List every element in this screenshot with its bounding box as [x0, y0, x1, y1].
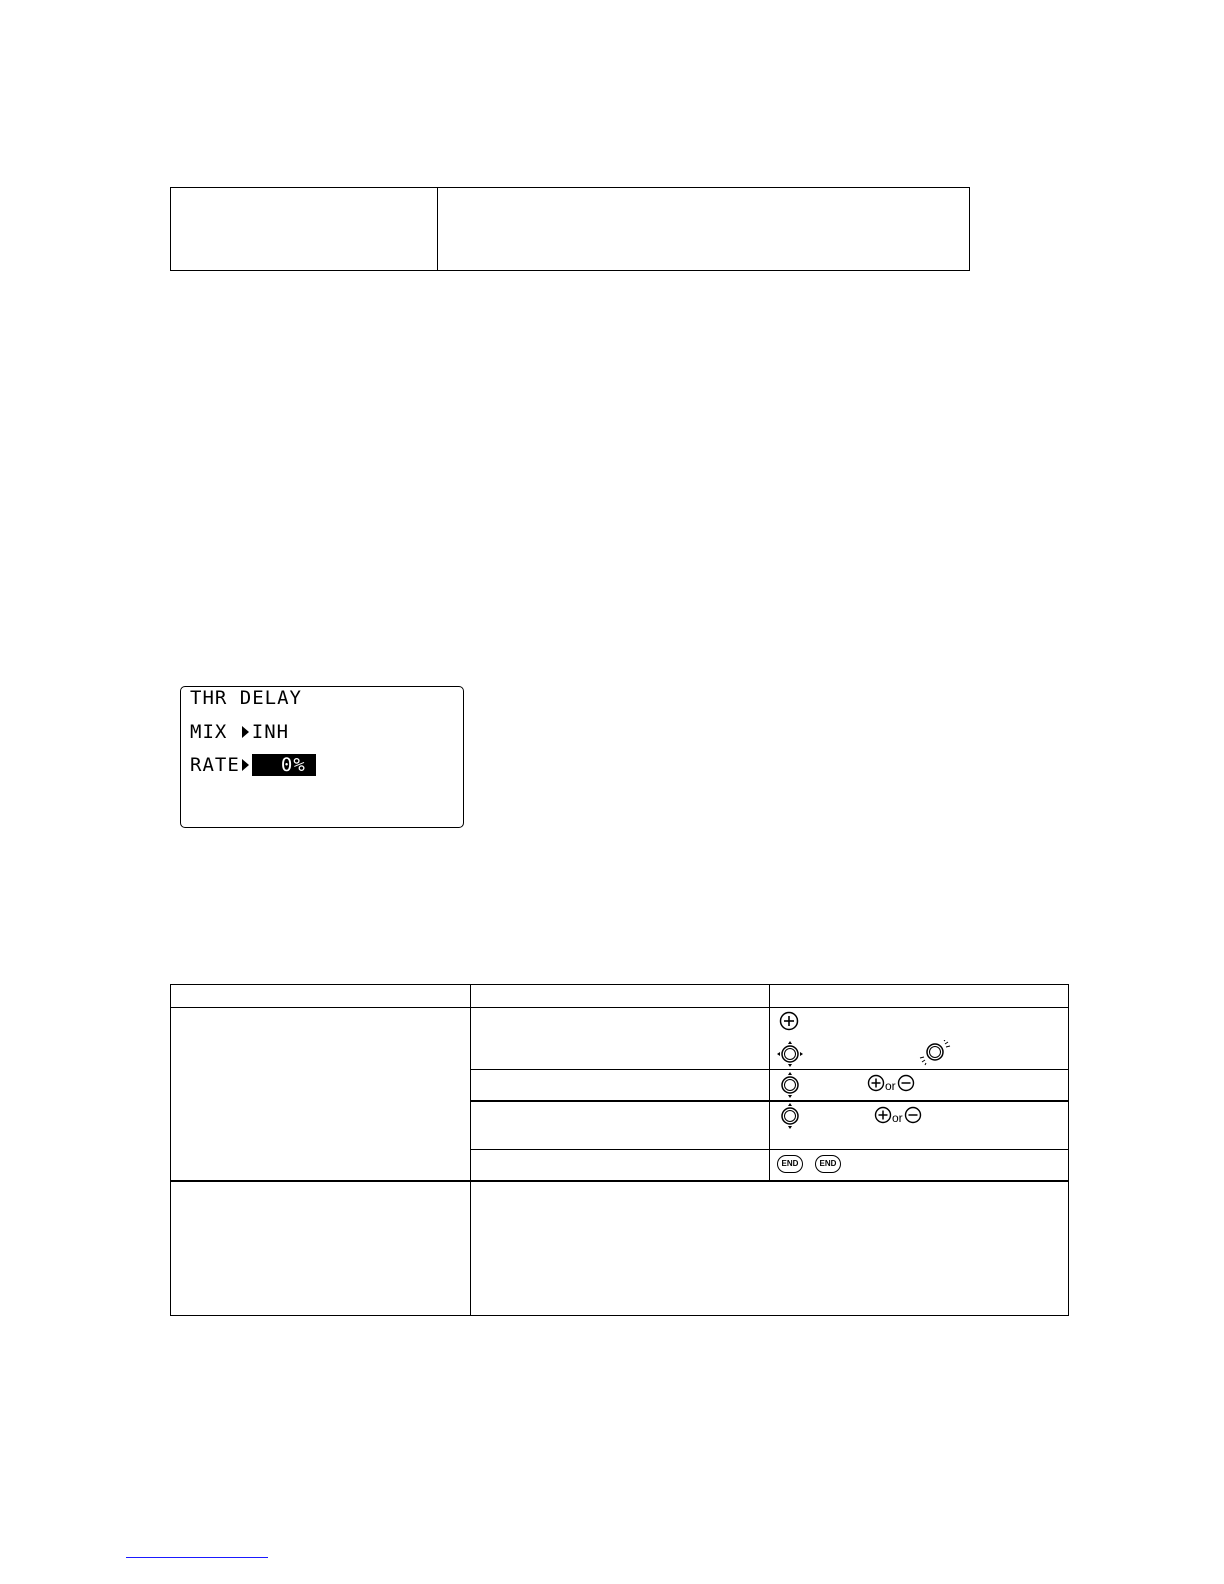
row-rule-2	[470, 1100, 1068, 1102]
jog-dial-icon	[776, 1040, 804, 1068]
end-button-icon: END	[777, 1155, 803, 1173]
top-table-divider	[437, 188, 438, 270]
top-table	[170, 187, 970, 271]
jog-dial-icon	[778, 1102, 802, 1130]
plus-circle-icon	[874, 1106, 892, 1124]
lcd-rate-label: RATE	[190, 754, 240, 776]
footer-link[interactable]	[126, 1557, 268, 1558]
or-label: or	[885, 1079, 896, 1093]
cursor-arrow-icon	[242, 726, 249, 738]
row-rule-3	[470, 1149, 1068, 1150]
column-divider-1	[470, 985, 471, 1315]
plus-circle-icon	[779, 1011, 799, 1031]
jog-dial-icon	[778, 1071, 802, 1099]
minus-circle-icon	[904, 1106, 922, 1124]
row-rule-4	[171, 1180, 1068, 1182]
column-divider-2	[769, 985, 770, 1181]
cursor-arrow-icon	[242, 759, 249, 771]
table-header-rule	[171, 1007, 1068, 1008]
end-button-icon: END	[815, 1155, 841, 1173]
plus-circle-icon	[867, 1074, 885, 1092]
lcd-mix-label: MIX	[190, 721, 228, 743]
row-rule-1	[470, 1069, 1068, 1070]
or-label: or	[892, 1111, 903, 1125]
procedure-table	[170, 984, 1069, 1316]
jog-dial-press-icon	[918, 1040, 952, 1066]
minus-circle-icon	[897, 1074, 915, 1092]
lcd-mix-row	[190, 721, 289, 743]
lcd-screen	[180, 686, 464, 828]
lcd-rate-value: 0%	[252, 754, 316, 776]
lcd-title: THR DELAY	[190, 687, 302, 709]
lcd-rate-row	[190, 754, 316, 776]
lcd-mix-value: INH	[251, 721, 290, 743]
